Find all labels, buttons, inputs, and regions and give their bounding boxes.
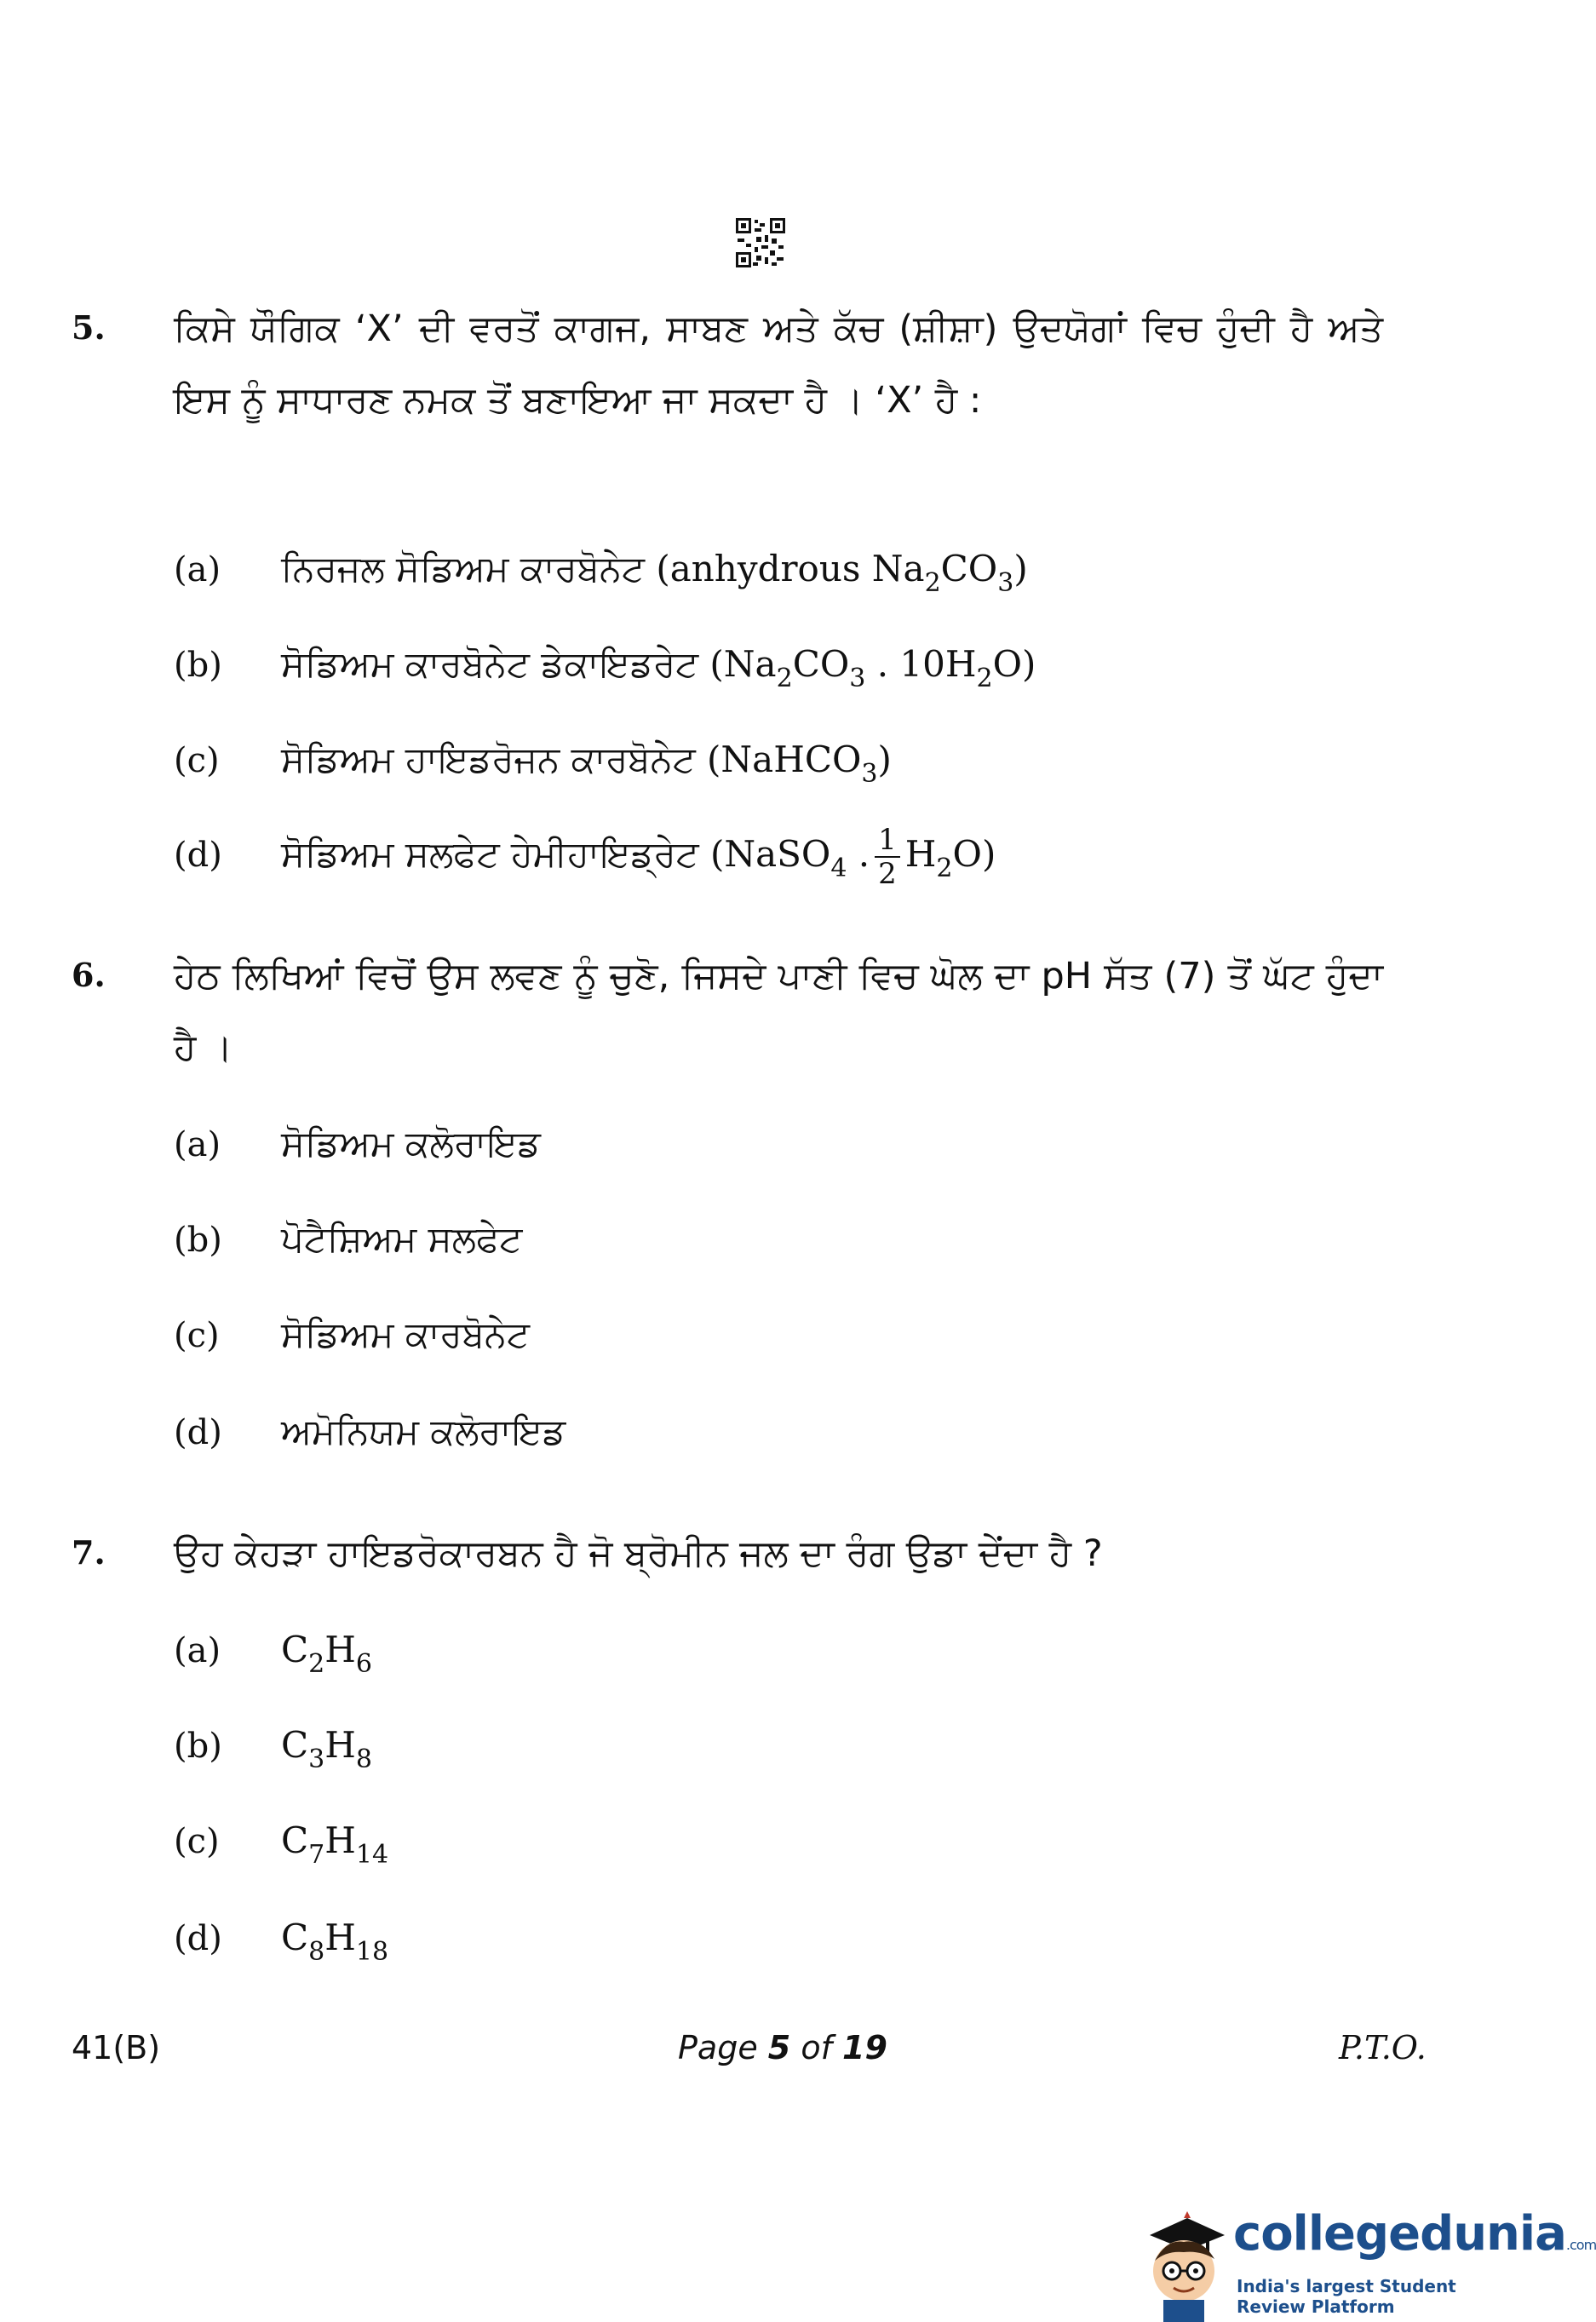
option-label: (c) [174,741,220,780]
formula-7d: $C_8H_{18}$ [281,1917,389,1967]
option-label: (b) [174,646,222,685]
option-text: ਸੋਡਿਅਮ ਕਾਰਬੋਨੇਟ ਡੇਕਾਇਡਰੇਟ [281,643,699,685]
formula-7b: $C_3H_8$ [281,1724,372,1774]
option-label: (a) [174,550,221,589]
option-6c [174,1305,530,1365]
question-text: ਉਹ ਕੇਹੜਾ ਹਾਇਡਰੋਕਾਰਬਨ ਹੈ ਜੋ ਬ੍ਰੋਮੀਨ ਜਲ ਦਾ ਰੰਗ ਉਡਾ ਦੇਂਦਾ ਹੈ ? [174,1532,1103,1575]
option-5d [174,823,996,891]
option-6d [174,1402,565,1462]
mascot-icon [1133,2201,1233,2322]
option-text: ਅਮੋਨਿਯਮ ਕਲੋਰਾਇਡ [281,1411,566,1452]
option-7c [174,1811,388,1871]
question-text: ਕਿਸੇ ਯੌਗਿਕ ‘X’ ਦੀ ਵਰਤੋਂ ਕਾਗਜ, ਸਾਬਣ ਅਤੇ ਕੱਚ (ਸ਼ੀਸ਼ਾ) ਉਦਯੋਗਾਂ ਵਿਚ ਹੁੰਦੀ ਹੈ ਅਤੇ ਇਸ ਨੂੰ ਸਾਧਾਰਣ ਨਮਕ ਤੋਂ ਬਣਾਇਆ ਜਾ ਸਕਦਾ ਹੈ । ‘X’ ਹੈ : [174,307,1383,422]
page-number: Page 5 of 19 [678,2029,887,2066]
qr-code-icon [736,218,785,267]
option-text: ਸੋਡਿਅਮ ਸਲਫੇਟ ਹੇਮੀਹਾਇਡ੍ਰੇਟ [281,833,699,875]
option-label: (d) [174,1919,222,1958]
formula-5d: (NaSO$_4$ . $\frac{1}{2}$ $H_2O$) [709,823,996,891]
option-label: (b) [174,1727,222,1766]
formula-7a: $C_2H_6$ [281,1629,372,1679]
option-label: (d) [174,836,222,875]
option-text: ਨਿਰਜਲ ਸੋਡਿਅਮ ਕਾਰਬੋਨੇਟ [281,548,645,589]
option-label: (a) [174,1125,221,1164]
pto-label: P.T.O. [1339,2029,1427,2066]
option-6a [174,1114,541,1174]
brand-tagline: India's largest Student Review Platform [1237,2276,1456,2317]
question-number: 6. [72,956,106,994]
option-text: ਸੋਡਿਅਮ ਕਾਰਬੋਨੇਟ [281,1313,530,1355]
option-label: (b) [174,1221,222,1260]
option-7b [174,1716,372,1775]
option-text: ਪੋਟੈਸ਼ਿਅਮ ਸਲਫੇਟ [281,1218,523,1260]
formula-5b: ($Na_2CO_3$ . $10H_2O$) [709,643,1036,693]
formula-5c: (NaHCO$_3$) [707,739,892,789]
collegedunia-logo [1124,2194,1596,2322]
option-label: (c) [174,1316,220,1355]
option-5c [174,730,892,790]
formula-5a: (anhydrous $Na_2CO_3$) [656,548,1028,598]
option-7a [174,1620,372,1680]
option-label: (d) [174,1413,222,1452]
option-5b [174,635,1036,694]
option-7d [174,1908,388,1968]
option-label: (c) [174,1822,220,1861]
question-number: 7. [72,1533,106,1572]
option-text: ਸੋਡਿਅਮ ਕਲੋਰਾਇਡ [281,1123,541,1164]
question-text: ਹੇਠ ਲਿਖਿਆਂ ਵਿਚੋਂ ਉਸ ਲਵਣ ਨੂੰ ਚੁਣੋ, ਜਿਸਦੇ ਪਾਣੀ ਵਿਚ ਘੋਲ ਦਾ pH ਸੱਤ (7) ਤੋਂ ਘੱਟ ਹੁੰਦਾ ਹੈ । [174,955,1383,1069]
paper-code: 41(B) [72,2029,161,2066]
brand-name: collegedunia.com [1233,2206,1596,2262]
question-number: 5. [72,308,106,347]
option-label: (a) [174,1631,221,1670]
option-text: ਸੋਡਿਅਮ ਹਾਇਡਰੋਜਨ ਕਾਰਬੋਨੇਟ [281,739,696,780]
formula-7c: $C_7H_{14}$ [281,1819,389,1870]
option-5a [174,539,1028,599]
option-6b [174,1210,522,1269]
fraction: $\frac{1}{2}$ [875,824,900,890]
